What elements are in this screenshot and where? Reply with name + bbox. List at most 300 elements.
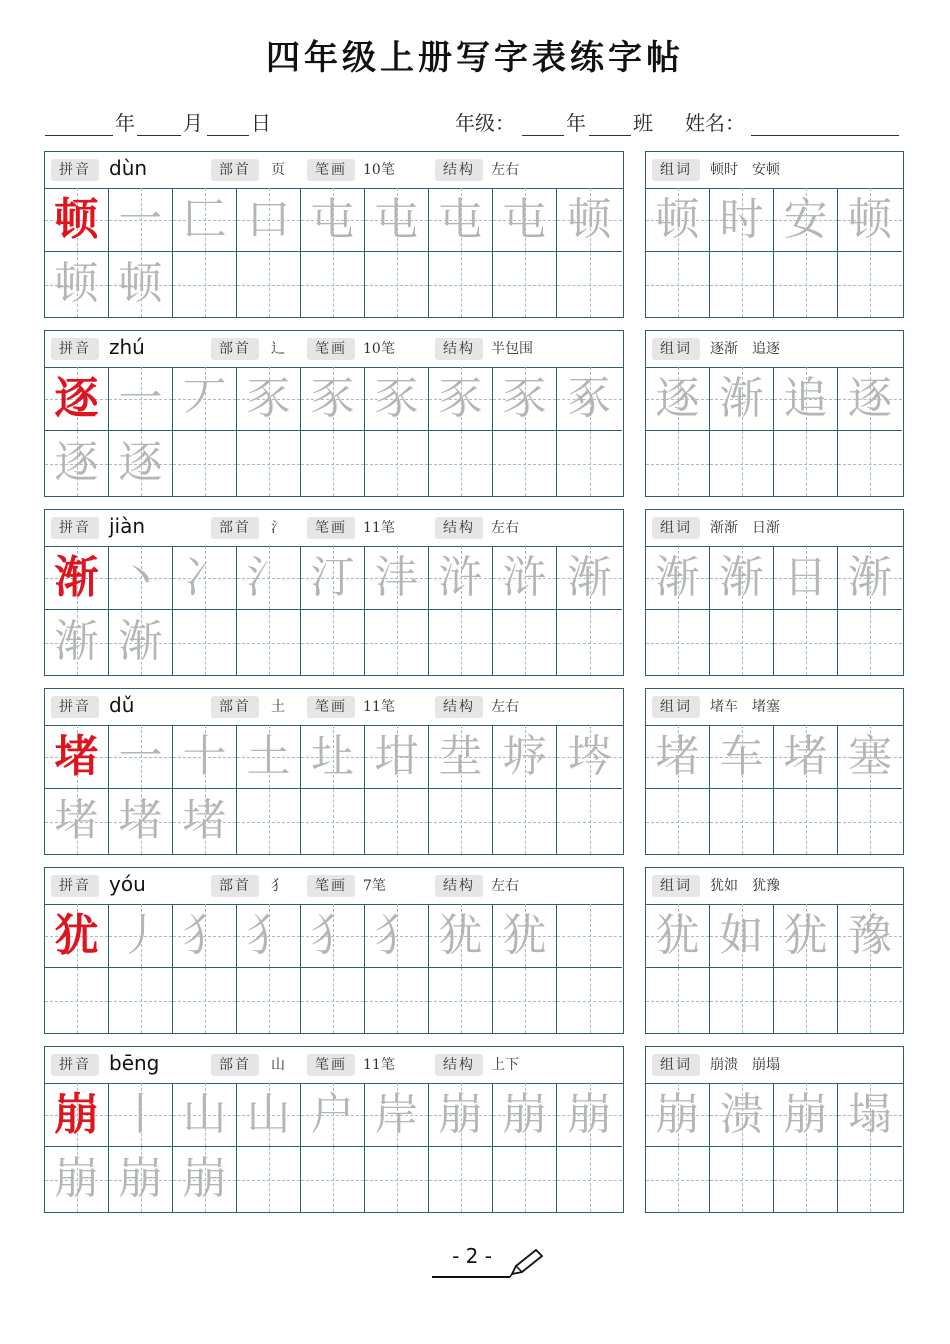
- strokes-label: 笔画: [307, 875, 355, 897]
- grid-cell[interactable]: [774, 789, 838, 854]
- grid-cell[interactable]: [838, 367, 902, 431]
- grid-cell[interactable]: [710, 252, 774, 317]
- practice-panel: [44, 1046, 624, 1213]
- structure-value: 上下: [491, 1057, 519, 1073]
- words-value: 顿时 安顿: [710, 162, 780, 178]
- grid-cell[interactable]: [774, 431, 838, 496]
- grid-cell[interactable]: [838, 904, 902, 968]
- pinyin-label: 拼音: [51, 517, 99, 539]
- grid-cell[interactable]: [45, 968, 109, 1033]
- strokes-value: 11笔: [363, 699, 395, 715]
- model-character: 顿: [54, 194, 99, 245]
- grid-cell[interactable]: [710, 1083, 774, 1147]
- words-value: 渐渐 日渐: [710, 520, 780, 536]
- pinyin-value: dǔ: [109, 693, 135, 717]
- word-trace-character: 车: [719, 731, 764, 782]
- structure-label: 结构: [435, 696, 483, 718]
- trace-character: 户: [310, 1089, 355, 1140]
- grid-cell[interactable]: [838, 546, 902, 610]
- grid-cell[interactable]: [493, 188, 557, 252]
- word-trace-character: 安: [783, 194, 828, 245]
- trace-character: 渐: [118, 616, 163, 667]
- words-label: 组词: [652, 517, 700, 539]
- trace-character: 顿: [118, 258, 163, 309]
- grid-cell[interactable]: [646, 1147, 710, 1212]
- trace-character: 豕: [374, 373, 419, 424]
- grid-cell[interactable]: [774, 725, 838, 789]
- grid-cell[interactable]: [365, 1083, 429, 1147]
- trace-character: 冫: [182, 552, 227, 603]
- words-header: [646, 510, 903, 547]
- grid-cell[interactable]: [429, 610, 493, 675]
- grid-cell[interactable]: [838, 610, 902, 675]
- grid-cell[interactable]: [365, 431, 429, 496]
- grid-cell[interactable]: [109, 252, 173, 317]
- grid-cell[interactable]: [493, 252, 557, 317]
- trace-character: 屯: [438, 194, 483, 245]
- trace-character: 圵: [310, 731, 355, 782]
- structure-label: 结构: [435, 1054, 483, 1076]
- grid-cell[interactable]: [45, 904, 109, 968]
- grid-cell[interactable]: [429, 546, 493, 610]
- grid-cell[interactable]: [109, 904, 173, 968]
- grid-cell[interactable]: [838, 789, 902, 854]
- words-panel: [645, 330, 904, 497]
- pinyin-label: 拼音: [51, 1054, 99, 1076]
- pinyin-value: dùn: [109, 156, 148, 180]
- class-field[interactable]: [589, 112, 631, 136]
- grid-cell[interactable]: [301, 968, 365, 1033]
- word-trace-character: 崩: [655, 1089, 700, 1140]
- grid-cell[interactable]: [557, 188, 622, 252]
- grid-cell[interactable]: [301, 546, 365, 610]
- grid-cell[interactable]: [774, 367, 838, 431]
- pinyin-label: 拼音: [51, 696, 99, 718]
- grid-cell[interactable]: [109, 610, 173, 675]
- word-trace-character: 渐: [848, 552, 892, 603]
- trace-character: 丆: [182, 373, 227, 424]
- grid-cell[interactable]: [45, 367, 109, 431]
- words-label: 组词: [652, 696, 700, 718]
- page-title: 四年级上册写字表练字帖: [266, 38, 684, 78]
- grid-cell[interactable]: [429, 968, 493, 1033]
- grade-label: 年级：: [455, 111, 515, 135]
- grid-cell[interactable]: [429, 367, 493, 431]
- grid-cell[interactable]: [109, 725, 173, 789]
- trace-character: 崩: [502, 1089, 547, 1140]
- month-field[interactable]: [137, 112, 181, 136]
- grid-cell[interactable]: [365, 904, 429, 968]
- grid-cell[interactable]: [557, 252, 622, 317]
- practice-panel: [44, 867, 624, 1034]
- grid-cell[interactable]: [365, 252, 429, 317]
- character-block: [44, 330, 904, 497]
- grid-cell[interactable]: [557, 546, 622, 610]
- structure-label: 结构: [435, 159, 483, 181]
- grid-cell[interactable]: [45, 1147, 109, 1212]
- grid-cell[interactable]: [237, 968, 301, 1033]
- grid-cell[interactable]: [429, 252, 493, 317]
- trace-character: 十: [182, 731, 227, 782]
- grid-cell[interactable]: [109, 789, 173, 854]
- grid-cell[interactable]: [557, 431, 622, 496]
- radical-value: 页: [271, 162, 285, 178]
- class-unit: 班: [633, 111, 653, 135]
- strokes-label: 笔画: [307, 338, 355, 360]
- grid-cell[interactable]: [365, 188, 429, 252]
- trace-character: 氵: [246, 552, 291, 603]
- radical-label: 部首: [211, 338, 259, 360]
- footer-underline: [432, 1276, 510, 1278]
- grid-cell[interactable]: [109, 188, 173, 252]
- pinyin-value: bēng: [109, 1051, 160, 1075]
- grid-cell[interactable]: [838, 431, 902, 496]
- trace-character: 匚: [182, 194, 227, 245]
- grid-cell[interactable]: [646, 968, 710, 1033]
- grid-cell[interactable]: [301, 904, 365, 968]
- structure-label: 结构: [435, 875, 483, 897]
- strokes-label: 笔画: [307, 1054, 355, 1076]
- strokes-label: 笔画: [307, 517, 355, 539]
- pinyin-label: 拼音: [51, 875, 99, 897]
- structure-value: 左右: [491, 162, 519, 178]
- grid-cell[interactable]: [493, 789, 557, 854]
- trace-character: 埁: [567, 731, 612, 782]
- model-character: 崩: [54, 1089, 99, 1140]
- grid-cell[interactable]: [646, 789, 710, 854]
- grid-cell[interactable]: [493, 367, 557, 431]
- word-trace-character: 时: [719, 194, 764, 245]
- trace-character: 屯: [310, 194, 355, 245]
- word-trace-character: 渐: [719, 552, 764, 603]
- trace-character: 顿: [54, 258, 99, 309]
- trace-character: 顿: [567, 194, 612, 245]
- radical-value: 辶: [271, 341, 285, 357]
- grid-cell[interactable]: [237, 431, 301, 496]
- grid-cell[interactable]: [646, 1083, 710, 1147]
- grid-cell[interactable]: [774, 188, 838, 252]
- character-header: [45, 510, 623, 547]
- grid-cell[interactable]: [429, 904, 493, 968]
- grid-cell[interactable]: [301, 367, 365, 431]
- grid-cell[interactable]: [109, 968, 173, 1033]
- grid-cell[interactable]: [365, 968, 429, 1033]
- word-trace-character: 逐: [848, 373, 892, 424]
- radical-label: 部首: [211, 517, 259, 539]
- radical-label: 部首: [211, 875, 259, 897]
- words-label: 组词: [652, 875, 700, 897]
- grid-cell[interactable]: [646, 904, 710, 968]
- trace-character: 犭: [182, 910, 227, 961]
- character-block: [44, 1046, 904, 1213]
- grid-cell[interactable]: [45, 610, 109, 675]
- character-header: [45, 689, 623, 726]
- grid-cell[interactable]: [237, 188, 301, 252]
- grid-cell[interactable]: [45, 188, 109, 252]
- grid-cell[interactable]: [774, 546, 838, 610]
- word-trace-character: 追: [783, 373, 828, 424]
- strokes-label: 笔画: [307, 159, 355, 181]
- character-header: [45, 1047, 623, 1084]
- trace-character: 犭: [310, 910, 355, 961]
- trace-character: 犹: [438, 910, 483, 961]
- grid-cell[interactable]: [109, 546, 173, 610]
- grid-cell[interactable]: [493, 610, 557, 675]
- trace-character: 汀: [310, 552, 355, 603]
- grid-cell[interactable]: [237, 367, 301, 431]
- trace-character: 逐: [54, 437, 99, 488]
- grid-cell[interactable]: [557, 725, 622, 789]
- grid-cell[interactable]: [646, 546, 710, 610]
- words-value: 崩溃 崩塌: [710, 1057, 780, 1073]
- trace-character: 豕: [310, 373, 355, 424]
- trace-character: 沣: [374, 552, 419, 603]
- grid-cell[interactable]: [429, 1147, 493, 1212]
- trace-character: 垿: [502, 731, 547, 782]
- grid-cell[interactable]: [301, 252, 365, 317]
- grid-cell[interactable]: [429, 725, 493, 789]
- grid-cell[interactable]: [173, 252, 237, 317]
- grid-cell[interactable]: [173, 431, 237, 496]
- grid-cell[interactable]: [557, 1147, 622, 1212]
- grid-cell[interactable]: [301, 1147, 365, 1212]
- grid-cell[interactable]: [173, 546, 237, 610]
- grid-cell[interactable]: [365, 546, 429, 610]
- grid-cell[interactable]: [45, 789, 109, 854]
- trace-character: 崩: [182, 1153, 227, 1204]
- grid-cell[interactable]: [301, 431, 365, 496]
- grid-cell[interactable]: [173, 725, 237, 789]
- structure-value: 左右: [491, 878, 519, 894]
- grid-cell[interactable]: [237, 546, 301, 610]
- grid-cell[interactable]: [109, 431, 173, 496]
- grid-cell[interactable]: [774, 610, 838, 675]
- grid-cell[interactable]: [109, 1083, 173, 1147]
- grid-cell[interactable]: [646, 610, 710, 675]
- grid-cell[interactable]: [710, 546, 774, 610]
- grid-cell[interactable]: [710, 725, 774, 789]
- grid-cell[interactable]: [173, 610, 237, 675]
- grid-cell[interactable]: [557, 367, 622, 431]
- practice-panel: [44, 330, 624, 497]
- grid-cell[interactable]: [774, 1147, 838, 1212]
- grid-cell[interactable]: [45, 546, 109, 610]
- grid-cell[interactable]: [557, 904, 622, 968]
- grid-cell[interactable]: [301, 789, 365, 854]
- grid-cell[interactable]: [237, 1083, 301, 1147]
- words-header: [646, 868, 903, 905]
- word-trace-character: 堵: [783, 731, 828, 782]
- radical-value: 土: [271, 699, 285, 715]
- trace-character: 丶: [118, 552, 163, 603]
- grid-cell[interactable]: [710, 367, 774, 431]
- grid-cell[interactable]: [173, 188, 237, 252]
- grid-cell[interactable]: [365, 1147, 429, 1212]
- word-trace-character: 塌: [848, 1089, 892, 1140]
- grid-cell[interactable]: [429, 431, 493, 496]
- grid-cell[interactable]: [493, 431, 557, 496]
- practice-panel: [44, 151, 624, 318]
- words-label: 组词: [652, 1054, 700, 1076]
- grid-cell[interactable]: [710, 789, 774, 854]
- word-trace-character: 崩: [783, 1089, 828, 1140]
- trace-character: 土: [246, 731, 291, 782]
- strokes-value: 10笔: [363, 341, 395, 357]
- grid-cell[interactable]: [429, 789, 493, 854]
- year-unit: 年: [115, 111, 135, 135]
- strokes-value: 11笔: [363, 520, 395, 536]
- grid-cell[interactable]: [710, 904, 774, 968]
- words-panel: [645, 151, 904, 318]
- grid-cell[interactable]: [493, 725, 557, 789]
- year-field[interactable]: [45, 112, 113, 136]
- grid-cell[interactable]: [45, 431, 109, 496]
- grid-cell[interactable]: [429, 1083, 493, 1147]
- words-panel: [645, 1046, 904, 1213]
- grid-cell[interactable]: [173, 789, 237, 854]
- grid-cell[interactable]: [45, 725, 109, 789]
- trace-character: 坓: [438, 731, 483, 782]
- grid-cell[interactable]: [301, 188, 365, 252]
- trace-character: 岸: [374, 1089, 419, 1140]
- grid-cell[interactable]: [173, 904, 237, 968]
- grid-cell[interactable]: [365, 610, 429, 675]
- words-value: 逐渐 追逐: [710, 341, 780, 357]
- grid-cell[interactable]: [646, 431, 710, 496]
- grid-cell[interactable]: [774, 968, 838, 1033]
- words-label: 组词: [652, 338, 700, 360]
- grid-cell[interactable]: [301, 725, 365, 789]
- character-header: [45, 152, 623, 189]
- pinyin-label: 拼音: [51, 338, 99, 360]
- grid-cell[interactable]: [646, 252, 710, 317]
- grid-cell[interactable]: [365, 789, 429, 854]
- grid-cell[interactable]: [237, 725, 301, 789]
- practice-panel: [44, 688, 624, 855]
- model-character: 逐: [54, 373, 99, 424]
- grade-field[interactable]: [522, 112, 564, 136]
- grid-cell[interactable]: [710, 431, 774, 496]
- day-field[interactable]: [207, 112, 249, 136]
- trace-character: 屯: [374, 194, 419, 245]
- grid-cell[interactable]: [365, 725, 429, 789]
- grid-cell[interactable]: [838, 188, 902, 252]
- word-trace-character: 犹: [655, 910, 700, 961]
- structure-value: 半包围: [491, 341, 533, 357]
- trace-character: 口: [246, 194, 291, 245]
- word-trace-character: 顿: [655, 194, 700, 245]
- grid-cell[interactable]: [365, 367, 429, 431]
- grid-cell[interactable]: [710, 610, 774, 675]
- structure-label: 结构: [435, 517, 483, 539]
- grid-cell[interactable]: [838, 968, 902, 1033]
- words-panel: [645, 867, 904, 1034]
- grid-cell[interactable]: [710, 188, 774, 252]
- grid-cell[interactable]: [301, 1083, 365, 1147]
- grid-cell[interactable]: [838, 1083, 902, 1147]
- grid-cell[interactable]: [493, 968, 557, 1033]
- grid-cell[interactable]: [774, 1083, 838, 1147]
- grid-cell[interactable]: [557, 789, 622, 854]
- grid-cell[interactable]: [301, 610, 365, 675]
- character-block: [44, 867, 904, 1034]
- grid-cell[interactable]: [710, 968, 774, 1033]
- pinyin-value: zhú: [109, 335, 145, 359]
- month-unit: 月: [183, 111, 203, 135]
- words-panel: [645, 509, 904, 676]
- grid-cell[interactable]: [493, 1083, 557, 1147]
- grid-cell[interactable]: [109, 367, 173, 431]
- grid-cell[interactable]: [646, 367, 710, 431]
- trace-character: 犹: [502, 910, 547, 961]
- grid-cell[interactable]: [774, 904, 838, 968]
- radical-label: 部首: [211, 159, 259, 181]
- grade-unit: 年: [566, 111, 586, 135]
- trace-character: 豖: [567, 373, 612, 424]
- name-field[interactable]: [751, 112, 899, 136]
- structure-label: 结构: [435, 338, 483, 360]
- strokes-value: 7笔: [363, 878, 386, 894]
- grid-cell[interactable]: [173, 1147, 237, 1212]
- strokes-value: 11笔: [363, 1057, 395, 1073]
- grid-cell[interactable]: [237, 904, 301, 968]
- student-info-line: [45, 106, 905, 136]
- grid-cell[interactable]: [493, 904, 557, 968]
- grid-cell[interactable]: [429, 188, 493, 252]
- trace-character: 渐: [567, 552, 612, 603]
- grid-cell[interactable]: [646, 188, 710, 252]
- trace-character: 堵: [182, 795, 227, 846]
- grid-cell[interactable]: [237, 1147, 301, 1212]
- radical-value: 山: [271, 1057, 285, 1073]
- grid-cell[interactable]: [838, 1147, 902, 1212]
- character-header: [45, 331, 623, 368]
- grid-cell[interactable]: [774, 252, 838, 317]
- grid-cell[interactable]: [493, 546, 557, 610]
- character-block: [44, 688, 904, 855]
- day-unit: 日: [251, 111, 271, 135]
- grid-cell[interactable]: [109, 1147, 173, 1212]
- words-value: 犹如 犹豫: [710, 878, 780, 894]
- grid-cell[interactable]: [45, 1083, 109, 1147]
- grid-cell[interactable]: [557, 1083, 622, 1147]
- trace-character: 丨: [118, 1089, 163, 1140]
- grid-cell[interactable]: [237, 252, 301, 317]
- word-trace-character: 渐: [655, 552, 700, 603]
- grid-cell[interactable]: [173, 968, 237, 1033]
- grid-cell[interactable]: [557, 968, 622, 1033]
- grid-cell[interactable]: [493, 1147, 557, 1212]
- character-header: [45, 868, 623, 905]
- word-trace-character: 豫: [848, 910, 892, 961]
- grid-cell[interactable]: [710, 1147, 774, 1212]
- name-label: 姓名：: [685, 111, 745, 135]
- grid-cell[interactable]: [45, 252, 109, 317]
- grid-cell[interactable]: [237, 789, 301, 854]
- trace-character: 堵: [118, 795, 163, 846]
- word-trace-character: 日: [783, 552, 828, 603]
- grid-cell[interactable]: [173, 1083, 237, 1147]
- grid-cell[interactable]: [838, 725, 902, 789]
- trace-character: 一: [118, 194, 163, 245]
- grid-cell[interactable]: [838, 252, 902, 317]
- grid-cell[interactable]: [237, 610, 301, 675]
- grid-cell[interactable]: [646, 725, 710, 789]
- grid-cell[interactable]: [557, 610, 622, 675]
- trace-character: 一: [118, 373, 163, 424]
- trace-character: 一: [118, 731, 163, 782]
- grid-cell[interactable]: [173, 367, 237, 431]
